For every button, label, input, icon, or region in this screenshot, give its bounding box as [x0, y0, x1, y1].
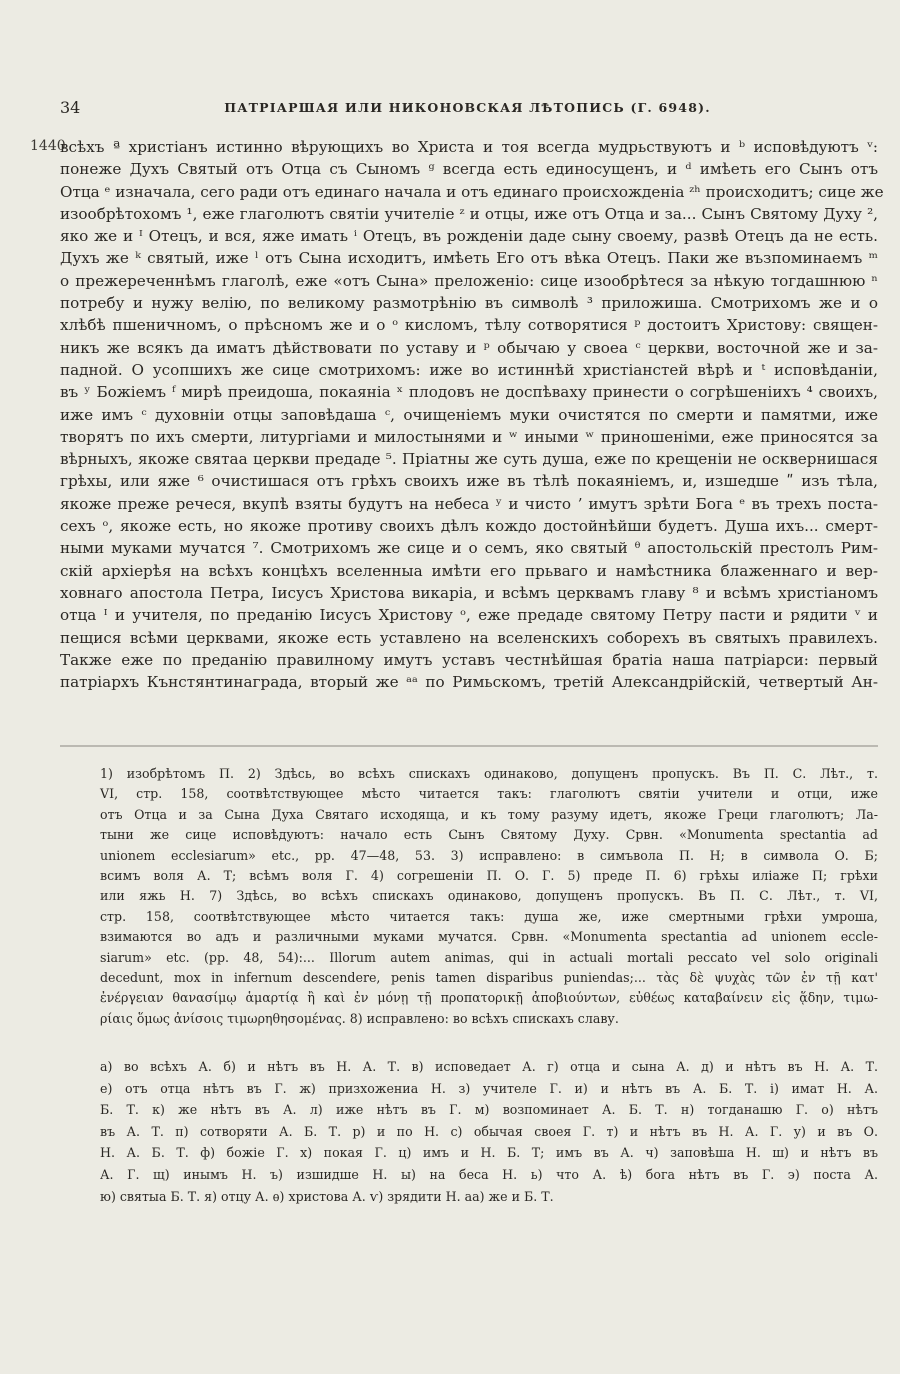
footnote-line: взимаются во адъ и различными муками мучатся. Срвн. «Monumenta spectantia ad unionem eccle-	[100, 929, 878, 945]
text-line: о прежереченнѣмъ глаголѣ, еже «отъ Сына» преложеніо: сице изообрѣтеся за нѣкую тогдашнюю ⁿ	[60, 271, 878, 290]
text-line: потребу и нужу велію, по великому размотрѣнію въ символѣ ³ приложиша. Смотрихомъ же и о	[60, 294, 878, 313]
text-line: творятъ по ихъ смерти, литургіами и милостынями и ʷ иными ʷ приношеніми, еже приносятся за	[60, 427, 878, 446]
text-line: понеже Духъ Святый отъ Отца съ Сыномъ ᵍ всегда есть единосущенъ, и ᵈ имѣеть его Сынъ отъ	[60, 160, 878, 179]
footnote-line: siarum» etc. (pp. 48, 54):... Illorum autem animas, qui in actuali mortali peccato vel solo originali	[100, 949, 878, 965]
page-header	[60, 98, 875, 124]
text-line: въ ʸ Божіемъ ᶠ мирѣ преидоша, покаяніа ˣ плодовъ не доспѣваху принести о согрѣшеніихъ ⁴ своихъ,	[60, 383, 878, 402]
text-line: яко же и ᴵ Отецъ, и вся, яже имать ⁱ Отецъ, въ рожденіи даде сыну своему, развѣ Отецъ да не есть.	[60, 227, 878, 246]
text-line: отца ᴵ и учителя, по преданію Іисусъ Христову ᵒ, еже предаде святому Петру пасти и рядити ᵛ и	[60, 606, 878, 625]
text-line: ховнаго апостола Петра, Іисусъ Христова викаріа, и всѣмъ церквамъ главу ⁸ и всѣмъ христіаномъ	[60, 583, 878, 602]
text-line: патріархъ Кънстянтинаграда, вторый же ᵃᵃ по Римьскомъ, третій Александрійскій, четвертый Ан-	[60, 673, 878, 692]
page-number: 34	[60, 98, 81, 117]
footnote-line: ρίαις ὅμως ἀνίσοις τιμωρηθησομένας. 8) исправлено: во всѣхъ спискахъ славу.	[100, 1010, 619, 1026]
footnote-line: тыни же сице исповѣдуютъ: начало есть Сынъ Святому Духу. Срвн. «Monumenta spectantia ad	[100, 827, 878, 843]
text-line: падной. О усопшихъ же сице смотрихомъ: иже во истиннѣй христіанстей вѣрѣ и ᵗ исповѣданіи,	[60, 360, 878, 379]
footnotes	[100, 764, 878, 1029]
text-line: ными муками мучатся ⁷. Смотрихомъ же сице и о семъ, яко святый ᶿ апостольскій престолъ Рим-	[60, 539, 878, 558]
text-line: грѣхы, или яже ⁶ очистишася отъ грѣхъ своихъ иже въ тѣлѣ покаяніемъ, и, изшедше ʺ изъ тѣла,	[60, 472, 878, 491]
text-line: Отца ᵉ изначала, сего ради отъ единаго начала и отъ единаго происхожденіа ᶻʰ происходитъ; сице же	[60, 182, 884, 201]
text-line: Также еже по преданію правилному имутъ уставъ честнѣйшая братіа наша патріарси: первый	[60, 650, 878, 669]
variant-line: е) отъ отца нѣтъ въ Г. ж) призхожениа Н. з) учителе Г. и) и нѣтъ въ А. Б. Т. і) имат Н. А.	[100, 1080, 878, 1096]
footnote-line: стр. 158, соотвѣтствующее мѣсто читается такъ: душа же, иже смертными грѣхи умроша,	[100, 908, 878, 924]
text-line: хлѣбѣ пшеничномъ, о прѣсномъ же и о ᵒ кисломъ, тѣлу сотворятися ᵖ достоитъ Христову: священ-	[60, 316, 878, 335]
footnote-line: всимъ воля А. Т; всѣмъ воля Г. 4) согрешеніи П. О. Г. 5) преде П. 6) грѣхы иліаже П; грѣхи	[100, 867, 878, 883]
text-line: пещися всѣми церквами, якоже есть уставлено на вселенскихъ соборехъ въ святыхъ правилехъ.	[60, 628, 878, 647]
footnote-line: или яжь Н. 7) Здѣсь, во всѣхъ спискахъ одинаково, допущенъ пропускъ. Въ П. С. Лѣт., т. VI,	[100, 888, 878, 904]
text-line: никъ же всякъ да иматъ дѣйствовати по уставу и ᵖ обычаю у своеа ᶜ церкви, восточной же и за-	[60, 338, 878, 357]
variant-line: А. Г. щ) инымъ Н. ъ) изшидше Н. ы) на беса Н. ь) что А. ѣ) бога нѣтъ въ Г. э) поста А.	[100, 1166, 878, 1182]
text-line: якоже преже речеся, вкупѣ взяты будутъ на небеса ʸ и чисто ʼ имутъ зрѣти Бога ᵉ въ трехъ поста-	[60, 494, 878, 513]
variant-line: въ А. Т. п) сотворяти А. Б. Т. р) и по Н. с) обычая своея Г. т) и нѣтъ въ Н. А. Г. у) и въ О.	[100, 1123, 878, 1139]
year-marker: 1440	[30, 138, 66, 154]
footnote-line: VI, стр. 158, соотвѣтствующее мѣсто читается такъ: глаголютъ святіи учители и отци, иже	[100, 786, 878, 802]
running-title: ПАТРІАРШАЯ ИЛИ НИКОНОВСКАЯ ЛѢТОПИСЬ (Г. 6948).	[224, 100, 711, 115]
variant-line: Б. Т. к) же нѣтъ въ А. л) иже нѣтъ въ Г. м) возпоминает А. Б. Т. н) тогданашю Г. о) нѣтъ	[100, 1102, 878, 1118]
text-line: всѣхъ ª христіанъ истинно вѣрующихъ во Христа и тоя всегда мудрьствуютъ и ᵇ исповѣдуютъ ᵛ:	[60, 138, 878, 156]
variant-readings	[100, 1056, 878, 1207]
text-line: сехъ ᵒ, якоже есть, но якоже противу своихъ дѣлъ кождо достойнѣйши будетъ. Душа ихъ... смерт-	[60, 517, 878, 536]
footnote-line: decedunt, mox in infernum descendere, penis tamen disparibus puniendas;... τὰς δὲ ψυχὰς τῶν ἐν τῇ κατ'	[100, 969, 878, 985]
footnote-line: отъ Отца и за Сына Духа Святаго исходяща, и къ тому разуму идетъ, якоже Греци глаголютъ; Ла-	[100, 806, 878, 822]
footnote-line: unionem ecclesiarum» etc., pp. 47—48, 53. 3) исправлено: в симъвола П. Н; в символа О. Б;	[100, 847, 878, 863]
text-line: иже имъ ᶜ духовніи отцы заповѣдаша ᶜ, очищеніемъ муки очистятся по смерти и памятми, иже	[60, 405, 878, 424]
variant-line: ю) святыа Б. Т. я) отцу А. ѳ) христова А. ѵ) зрядити Н. аа) же и Б. Т.	[100, 1188, 554, 1204]
text-line: изообрѣтохомъ ¹, еже глаголютъ святіи учителіе ᶻ и отцы, иже отъ Отца и за... Сынъ Святому Духу ²,	[60, 204, 878, 223]
text-line: вѣрныхъ, якоже святаа церкви предаде ⁵. Пріатны же суть душа, еже по крещеніи не осквернишася	[60, 450, 878, 469]
footnote-line: ἐνέργειαν θανασίμῳ ἁμαρτίᾳ ἢ καὶ ἐν μόνῃ τῇ προπατορικῇ ἀποβιούντων, εὐθέως καταβαίνειν εἰς ᾅδην, τιμω-	[100, 990, 878, 1006]
main-text	[60, 136, 884, 693]
footnote-line: 1) изобрѣтомъ П. 2) Здѣсь, во всѣхъ спискахъ одинаково, допущенъ пропускъ. Въ П. С. Лѣт., т.	[100, 766, 878, 781]
text-line: Духъ же ᵏ святый, иже ˡ отъ Сына исходитъ, имѣеть Его отъ вѣка Отецъ. Паки же възпоминаемъ ᵐ	[60, 249, 878, 268]
text-line: скій архіерѣя на всѣхъ концѣхъ вселенныа имѣти его прьваго и намѣстника блаженнаго и вер-	[60, 561, 878, 580]
footnote-divider	[60, 745, 878, 747]
variant-line: Н. А. Б. Т. ф) божіе Г. х) покая Г. ц) имъ и Н. Б. Т; имъ въ А. ч) заповѣша Н. ш) и нѣтъ въ	[100, 1145, 878, 1161]
variant-line: а) во всѣхъ А. б) и нѣтъ въ Н. А. Т. в) исповедает А. г) отца и сына А. д) и нѣтъ въ Н. А. Т.	[100, 1059, 878, 1074]
